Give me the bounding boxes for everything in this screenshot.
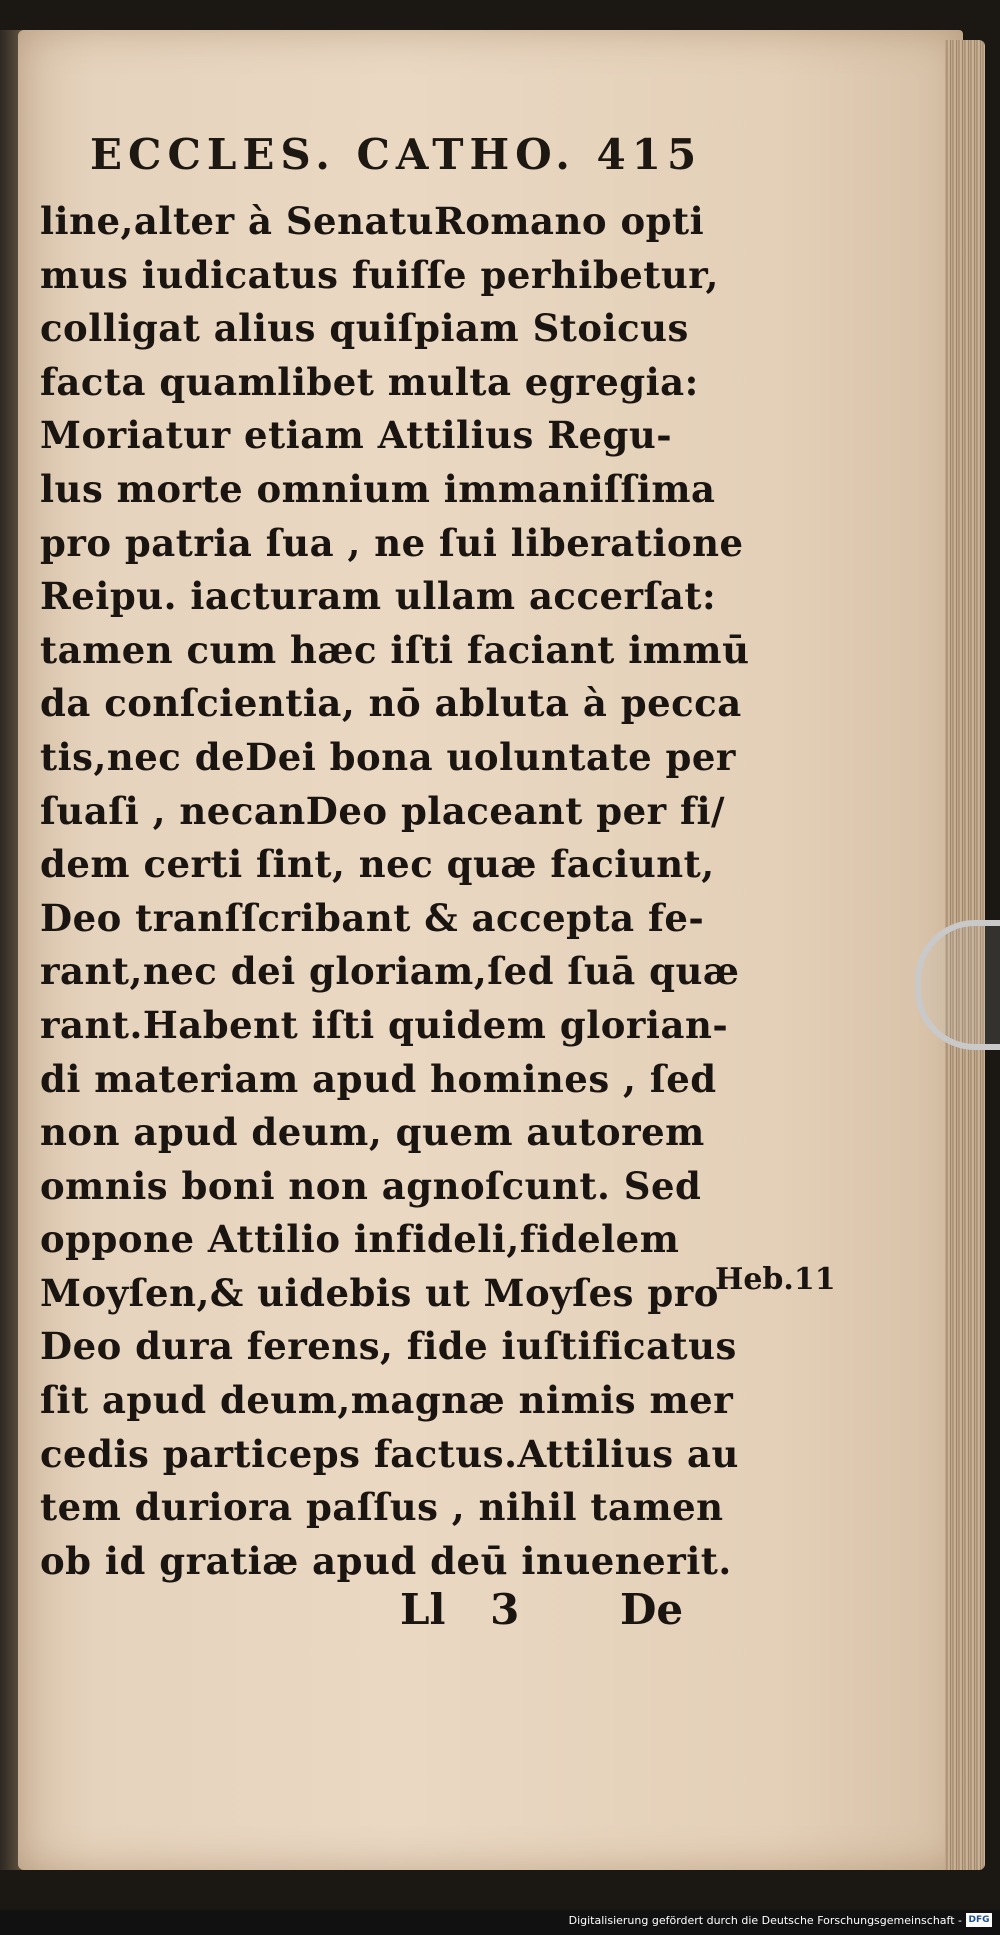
text-line: ſit apud deum,magnæ nimis mer	[40, 1378, 734, 1423]
text-line: Moyſen,& uidebis ut Moyſes pro	[40, 1270, 719, 1315]
text-line: non apud deum, quem autorem	[40, 1110, 705, 1155]
text-line: Deo dura ferens, fide iuſtificatus	[40, 1324, 737, 1369]
text-line: tis,nec deDei bona uoluntate per	[40, 734, 736, 779]
text-line: facta quamlibet multa egregia:	[40, 359, 699, 404]
text-line: Moriatur etiam Attilius Regu-	[40, 413, 673, 458]
text-line: rant,nec dei gloriam,ſed ſuā quæ	[40, 949, 740, 994]
text-line: ob id gratiæ apud deū inuenerit.	[40, 1538, 732, 1583]
margin-note: Heb.11	[715, 1262, 836, 1297]
text-line: oppone Attilio infideli,fidelem	[40, 1217, 680, 1262]
text-line: rant.Habent iſti quidem glorian-	[40, 1002, 729, 1047]
text-line: tamen cum hæc iſti faciant immū	[40, 627, 750, 672]
text-line: ſuaſi , necanDeo placeant per fi/	[40, 788, 726, 833]
text-line: di materiam apud homines , ſed	[40, 1056, 717, 1101]
text-line: colligat alius quiſpiam Stoicus	[40, 306, 689, 351]
text-line: line,alter à SenatuRomano opti	[40, 199, 705, 243]
text-line: pro patria ſua , ne ſui liberatione	[40, 520, 744, 565]
text-line: Reipu. iacturam ullam accerſat:	[40, 574, 717, 619]
text-line: tem duriora paſſus , nihil tamen	[40, 1485, 724, 1530]
text-line: cedis particeps factus.Attilius au	[40, 1431, 739, 1476]
text-line: mus iudicatus fuiſſe perhibetur,	[40, 252, 719, 297]
dfg-logo: DFG	[966, 1913, 992, 1927]
text-line: Deo tranſſcribant & accepta fe-	[40, 895, 705, 940]
text-line: da conſcientia, nō abluta à pecca	[40, 681, 742, 726]
running-head: ECCLES. CATHO. 415	[90, 130, 703, 179]
text-line: dem certi ſint, nec quæ faciunt,	[40, 842, 715, 887]
digitization-credit: Digitalisierung gefördert durch die Deutsche Forschungsgemeinschaft -	[568, 1914, 962, 1927]
body-text	[40, 195, 750, 1588]
signature-mark: Ll 3	[400, 1585, 520, 1634]
text-line: omnis boni non agnoſcunt. Sed	[40, 1163, 702, 1208]
text-line: lus morte omnium immaniſſima	[40, 466, 716, 511]
catchword: De	[620, 1585, 684, 1634]
